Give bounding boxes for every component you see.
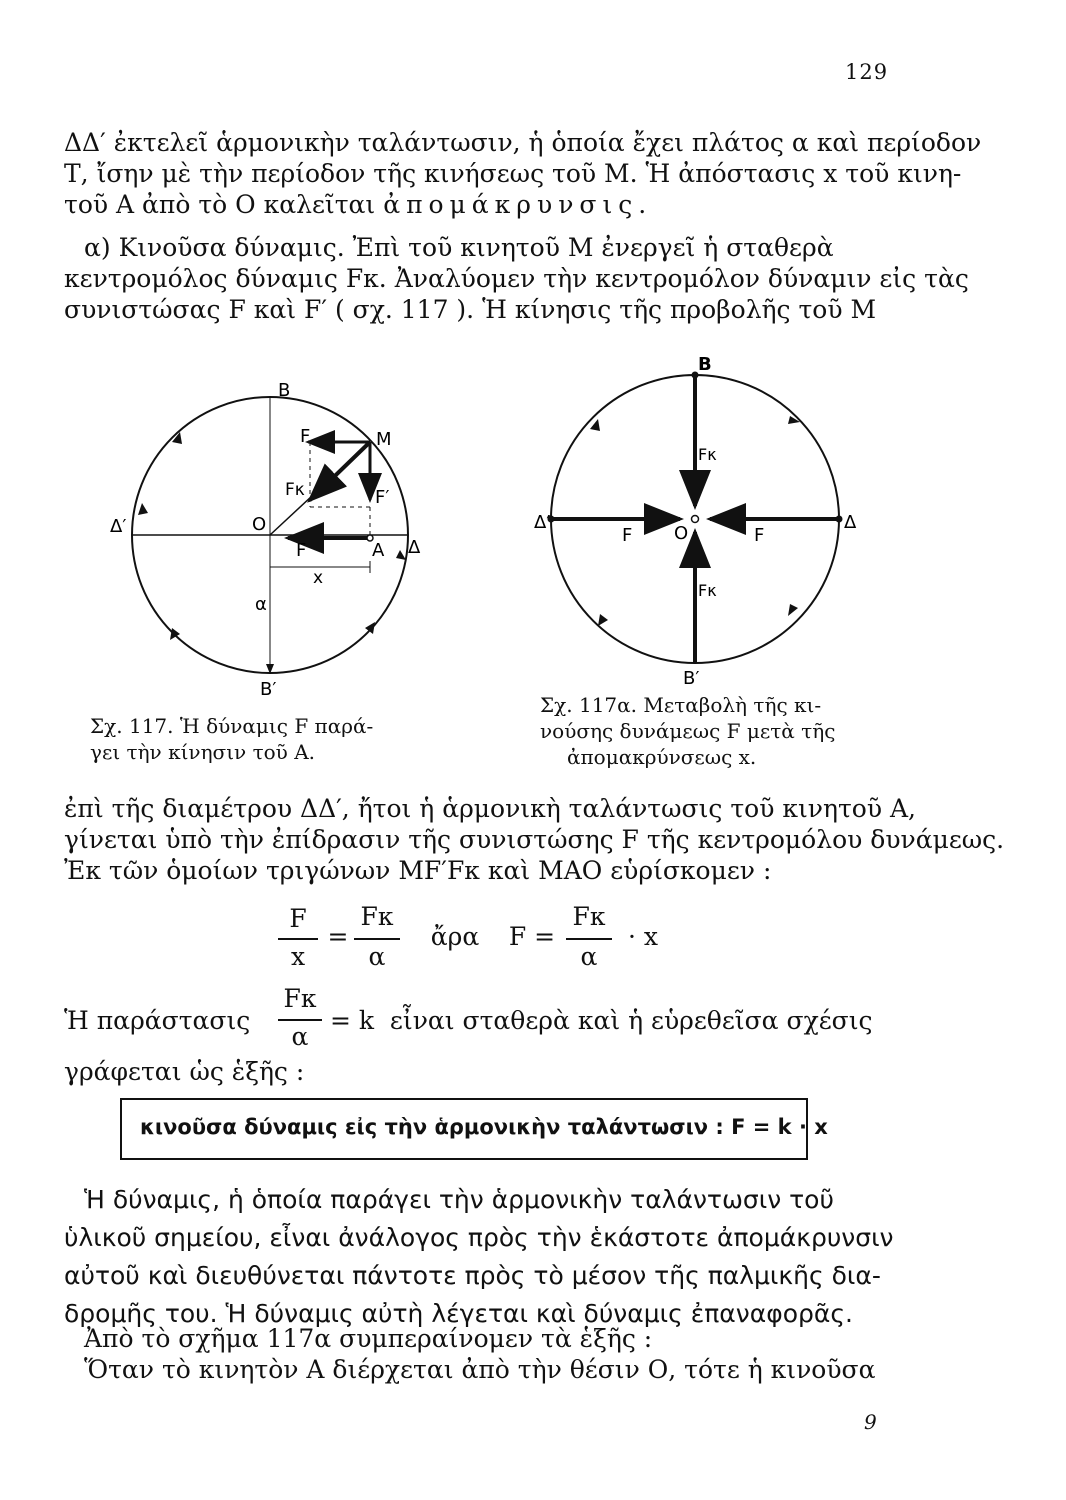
caption-117a (540, 692, 835, 770)
label-d: Δ (844, 512, 857, 533)
section-line: α) Κινοῦσα δύναμις. Ἐπὶ τοῦ κινητοῦ Μ ἐνεργεῖ ἡ σταθερὰ (84, 233, 834, 262)
eq-equals: = (327, 922, 349, 951)
direction-arrow (138, 503, 148, 515)
expr-suffix: = k εἶναι σταθερὰ καὶ ἡ εὑρεθεῖσα σχέσις (330, 1006, 873, 1035)
text-line: Ἐκ τῶν ὁμοίων τριγώνων MF′Fκ καὶ ΜΑΟ εὑρίσκομεν : (64, 856, 772, 885)
signature-mark: 9 (864, 1410, 877, 1434)
eq-den3: α (580, 942, 598, 971)
point-d (836, 516, 843, 523)
caption-line: Σχ. 117. Ἡ δύναμις F παρά- (90, 714, 374, 738)
text-line: ἐπὶ τῆς διαμέτρου ΔΔ′, ἤτοι ἡ ἁρμονικὴ ταλάντωσις τοῦ κινητοῦ Α, (64, 794, 916, 823)
text-line: δρομῆς του. Ἡ δύναμις αὐτὴ λέγεται καὶ δύναμις ἐπαναφορᾶς. (64, 1299, 853, 1328)
text-line: Ὅταν τὸ κινητὸν Α διέρχεται ἀπὸ τὴν θέσιν Ο, τότε ἡ κινοῦσα (84, 1355, 876, 1384)
point-o (692, 516, 699, 523)
label-f-prime: F′ (375, 487, 390, 508)
page-number: 129 (845, 60, 889, 84)
vector-fk (310, 442, 370, 500)
section-line: κεντρομόλος δύναμις Fκ. Ἀναλύομεν τὴν κεντρομόλον δύναμιν εἰς τὰς (64, 264, 969, 293)
eq-tail: · x (628, 922, 658, 951)
label-f-top: F (300, 426, 311, 447)
boxed-formula (120, 1098, 828, 1160)
text-line: αὐτοῦ καὶ διευθύνεται πάντοτε πρὸς τὸ μέσον τῆς παλμικῆς δια- (64, 1261, 881, 1290)
after-figure-paragraph (64, 793, 1005, 886)
spaced-term: ἀπομάκρυνσις. (383, 190, 653, 219)
label-fk-bottom: Fκ (698, 581, 717, 600)
written-as: γράφεται ὡς ἑξῆς : (64, 1057, 305, 1086)
eq-num3: Fκ (572, 902, 606, 931)
caption-line: γει τὴν κίνησιν τοῦ Α. (90, 740, 315, 764)
label-m: M (376, 429, 392, 450)
label-f: F (296, 540, 307, 561)
direction-arrow (598, 614, 608, 626)
eq-den2: α (368, 942, 386, 971)
intro-paragraph (64, 127, 982, 220)
fraction-bar (566, 938, 612, 940)
label-alpha: α (255, 594, 267, 615)
intro-line: τοῦ Α ἀπὸ τὸ Ο καλεῖται ἀπομάκρυνσις. (64, 190, 653, 219)
text-line: Ἀπὸ τὸ σχῆμα 117α συμπεραίνομεν τὰ ἑξῆς : (84, 1324, 653, 1353)
section-paragraph (64, 232, 969, 325)
fraction-bar (354, 938, 400, 940)
label-d: Δ (408, 537, 421, 558)
boxed-formula-text: κινοῦσα δύναμις εἰς τὴν ἁρμονικὴν ταλάντωσιν : F = k · x (140, 1115, 828, 1139)
label-o: O (674, 523, 689, 544)
figure-117a (530, 356, 870, 686)
eq-num1: F (289, 904, 307, 933)
text-line: Ἡ δύναμις, ἡ ὁποία παράγει τὴν ἁρμονικὴν ταλάντωσιν τοῦ (84, 1185, 834, 1214)
text-line: ὑλικοῦ σημείου, εἶναι ἀνάλογος πρὸς τὴν ἑκάστοτε ἀπομάκρυνσιν (64, 1223, 894, 1252)
label-o: O (252, 514, 267, 535)
expr-num: Fκ (283, 984, 317, 1013)
direction-arrow (365, 622, 375, 634)
label-f-left: F (622, 525, 633, 546)
label-b-prime: B′ (683, 668, 700, 686)
intro-line: Τ, ἴσην μὲ τὴν περίοδον τῆς κινήσεως τοῦ Μ. Ἡ ἀπόστασις x τοῦ κινη- (64, 159, 962, 188)
label-fk-top: Fκ (698, 445, 717, 464)
caption-117 (90, 713, 373, 765)
label-b: B (698, 356, 712, 375)
intro-line: ΔΔ′ ἐκτελεῖ ἁρμονικὴν ταλάντωσιν, ἡ ὁποία ἔχει πλάτος α καὶ περίοδον (64, 128, 982, 157)
direction-arrow (590, 419, 600, 431)
restoring-force-paragraph (64, 1181, 914, 1333)
label-d-prime: Δ′ (110, 516, 127, 537)
fraction-bar (278, 938, 318, 940)
direction-arrow (396, 550, 406, 560)
direction-arrow (788, 604, 798, 616)
eq-num2: Fκ (360, 902, 394, 931)
eq-den1: x (290, 942, 306, 971)
label-x: x (313, 568, 324, 588)
expr-den: α (291, 1022, 309, 1051)
expr-prefix: Ἡ παράστασις (64, 1006, 251, 1035)
eq-lhs: F = (508, 922, 556, 951)
label-b-prime: B′ (260, 679, 277, 700)
label-d-prime: Δ′ (534, 512, 551, 533)
figure-117 (110, 370, 430, 710)
eq-ara: ἄρα (430, 922, 480, 951)
label-b: B (278, 380, 291, 401)
text-line: γίνεται ὑπὸ τὴν ἐπίδρασιν τῆς συνιστώσης F τῆς κεντρομόλου δυνάμεως. (64, 825, 1005, 854)
caption-line: ἀπομακρύνσεως x. (567, 745, 757, 769)
caption-line: Σχ. 117α. Μεταβολὴ τῆς κι- (540, 693, 822, 717)
label-a-point: A (372, 540, 385, 561)
label-f-right: F (754, 525, 765, 546)
caption-line: νούσης δυνάμεως F μετὰ τῆς (540, 719, 836, 743)
label-fk: Fκ (285, 480, 305, 500)
section-line: συνιστώσας F καὶ F′ ( σχ. 117 ). Ἡ κίνησις τῆς προβολῆς τοῦ Μ (64, 295, 877, 324)
closing-paragraph (64, 1323, 904, 1385)
fraction-bar (278, 1019, 322, 1021)
